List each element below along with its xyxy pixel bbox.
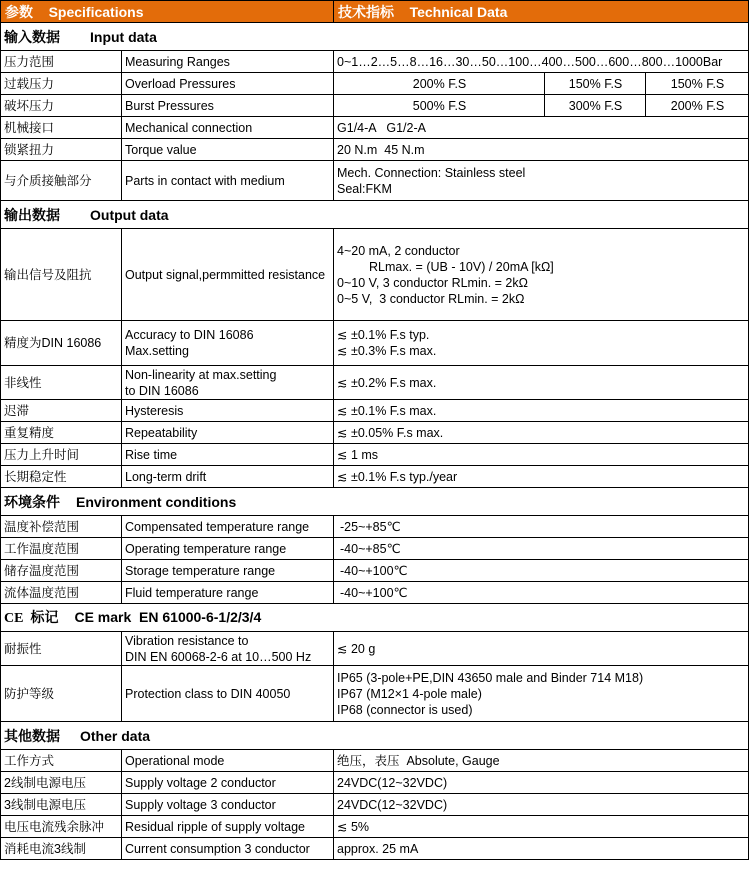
value: ≲ ±0.05% F.s max. bbox=[334, 422, 749, 444]
value: ≲ ±0.1% F.s typ. ≲ ±0.3% F.s max. bbox=[334, 321, 749, 366]
table-row bbox=[1, 794, 749, 816]
label-cn: 压力范围 bbox=[1, 51, 122, 73]
label-en: Non-linearity at max.setting to DIN 16086 bbox=[122, 366, 334, 400]
label-en: Current consumption 3 conductor bbox=[122, 838, 334, 860]
label-en: Supply voltage 3 conductor bbox=[122, 794, 334, 816]
value: -40~+100℃ bbox=[334, 582, 749, 604]
value: 绝压，表压 Absolute, Gauge bbox=[334, 750, 749, 772]
label-en: Hysteresis bbox=[122, 400, 334, 422]
label-cn: 防护等级 bbox=[1, 666, 122, 722]
value: 4~20 mA, 2 conductor RLmax. = (UB - 10V) / 20mA [kΩ] 0~10 V, 3 conductor RLmin. = 2kΩ 0~5 V, 3 conductor RLmin. = 2kΩ bbox=[334, 229, 749, 321]
label-cn: 过载压力 bbox=[1, 73, 122, 95]
label-en: Burst Pressures bbox=[122, 95, 334, 117]
table-row bbox=[1, 161, 749, 201]
table-row bbox=[1, 582, 749, 604]
value: ≲ 20 g bbox=[334, 632, 749, 666]
label-cn: 机械接口 bbox=[1, 117, 122, 139]
table-row bbox=[1, 73, 749, 95]
value: 24VDC(12~32VDC) bbox=[334, 794, 749, 816]
label-en: Parts in contact with medium bbox=[122, 161, 334, 201]
label-en: Storage temperature range bbox=[122, 560, 334, 582]
label-cn: 电压电流残余脉冲 bbox=[1, 816, 122, 838]
label-en: Supply voltage 2 conductor bbox=[122, 772, 334, 794]
table-row bbox=[1, 750, 749, 772]
table-row bbox=[1, 538, 749, 560]
label-en: Accuracy to DIN 16086 Max.setting bbox=[122, 321, 334, 366]
label-cn: 压力上升时间 bbox=[1, 444, 122, 466]
value: 20 N.m 45 N.m bbox=[334, 139, 749, 161]
value: ≲ ±0.1% F.s max. bbox=[334, 400, 749, 422]
label-en: Fluid temperature range bbox=[122, 582, 334, 604]
label-en: Compensated temperature range bbox=[122, 516, 334, 538]
table-row bbox=[1, 666, 749, 722]
label-en: Measuring Ranges bbox=[122, 51, 334, 73]
label-cn: 工作方式 bbox=[1, 750, 122, 772]
table-row bbox=[1, 51, 749, 73]
table-row bbox=[1, 117, 749, 139]
value: 200% F.S bbox=[646, 95, 749, 117]
value: -40~+85℃ bbox=[334, 538, 749, 560]
label-cn: 储存温度范围 bbox=[1, 560, 122, 582]
label-en: Mechanical connection bbox=[122, 117, 334, 139]
value: approx. 25 mA bbox=[334, 838, 749, 860]
label-cn: 2线制电源电压 bbox=[1, 772, 122, 794]
value: ≲ 5% bbox=[334, 816, 749, 838]
label-cn: 工作温度范围 bbox=[1, 538, 122, 560]
table-row bbox=[1, 516, 749, 538]
label-cn: 输出信号及阻抗 bbox=[1, 229, 122, 321]
value: 0~1…2…5…8…16…30…50…100…400…500…600…800…1000Bar bbox=[334, 51, 749, 73]
table-row bbox=[1, 816, 749, 838]
label-en: Residual ripple of supply voltage bbox=[122, 816, 334, 838]
label-cn: 3线制电源电压 bbox=[1, 794, 122, 816]
label-en: Long-term drift bbox=[122, 466, 334, 488]
value: 200% F.S bbox=[334, 73, 545, 95]
label-cn: 温度补偿范围 bbox=[1, 516, 122, 538]
value: G1/4-A G1/2-A bbox=[334, 117, 749, 139]
table-row bbox=[1, 422, 749, 444]
label-en: Repeatability bbox=[122, 422, 334, 444]
table-row bbox=[1, 444, 749, 466]
value: -40~+100℃ bbox=[334, 560, 749, 582]
label-en: Torque value bbox=[122, 139, 334, 161]
table-row bbox=[1, 560, 749, 582]
value: 150% F.S bbox=[545, 73, 646, 95]
header-specifications: 参数 Specifications bbox=[1, 1, 334, 23]
table-header-row bbox=[1, 1, 749, 23]
section-input-data: 输入数据 Input data bbox=[1, 23, 749, 51]
value: 24VDC(12~32VDC) bbox=[334, 772, 749, 794]
label-en: Operating temperature range bbox=[122, 538, 334, 560]
table-row bbox=[1, 366, 749, 400]
label-cn: 破坏压力 bbox=[1, 95, 122, 117]
label-cn: 非线性 bbox=[1, 366, 122, 400]
table-row bbox=[1, 229, 749, 321]
value: ≲ ±0.1% F.s typ./year bbox=[334, 466, 749, 488]
label-en: Protection class to DIN 40050 bbox=[122, 666, 334, 722]
table-row bbox=[1, 95, 749, 117]
table-row bbox=[1, 400, 749, 422]
label-cn: 消耗电流3线制 bbox=[1, 838, 122, 860]
label-cn: 与介质接触部分 bbox=[1, 161, 122, 201]
label-en: Rise time bbox=[122, 444, 334, 466]
header-technical-data: 技术指标 Technical Data bbox=[334, 1, 749, 23]
label-cn: 长期稳定性 bbox=[1, 466, 122, 488]
section-output-data: 输出数据 Output data bbox=[1, 201, 749, 229]
label-en: Output signal,permmitted resistance bbox=[122, 229, 334, 321]
table-row bbox=[1, 466, 749, 488]
label-en: Vibration resistance to DIN EN 60068-2-6 at 10…500 Hz bbox=[122, 632, 334, 666]
section-environment-conditions: 环境条件 Environment conditions bbox=[1, 488, 749, 516]
table-row bbox=[1, 321, 749, 366]
label-cn: 迟滞 bbox=[1, 400, 122, 422]
label-en: Operational mode bbox=[122, 750, 334, 772]
value: ≲ ±0.2% F.s max. bbox=[334, 366, 749, 400]
section-ce-mark: CE 标记 CE mark EN 61000-6-1/2/3/4 bbox=[1, 604, 749, 632]
label-cn: 耐振性 bbox=[1, 632, 122, 666]
label-cn: 重复精度 bbox=[1, 422, 122, 444]
table-row bbox=[1, 139, 749, 161]
table-row bbox=[1, 632, 749, 666]
table-row bbox=[1, 838, 749, 860]
value: 300% F.S bbox=[545, 95, 646, 117]
section-other-data: 其他数据 Other data bbox=[1, 722, 749, 750]
label-cn: 锁紧扭力 bbox=[1, 139, 122, 161]
value: 150% F.S bbox=[646, 73, 749, 95]
table-row bbox=[1, 772, 749, 794]
value: IP65 (3-pole+PE,DIN 43650 male and Binder 714 M18) IP67 (M12×1 4-pole male) IP68 (connector is used) bbox=[334, 666, 749, 722]
value: -25~+85℃ bbox=[334, 516, 749, 538]
value: ≲ 1 ms bbox=[334, 444, 749, 466]
value: Mech. Connection: Stainless steel Seal:FKM bbox=[334, 161, 749, 201]
value: 500% F.S bbox=[334, 95, 545, 117]
label-en: Overload Pressures bbox=[122, 73, 334, 95]
label-cn: 精度为DIN 16086 bbox=[1, 321, 122, 366]
label-cn: 流体温度范围 bbox=[1, 582, 122, 604]
